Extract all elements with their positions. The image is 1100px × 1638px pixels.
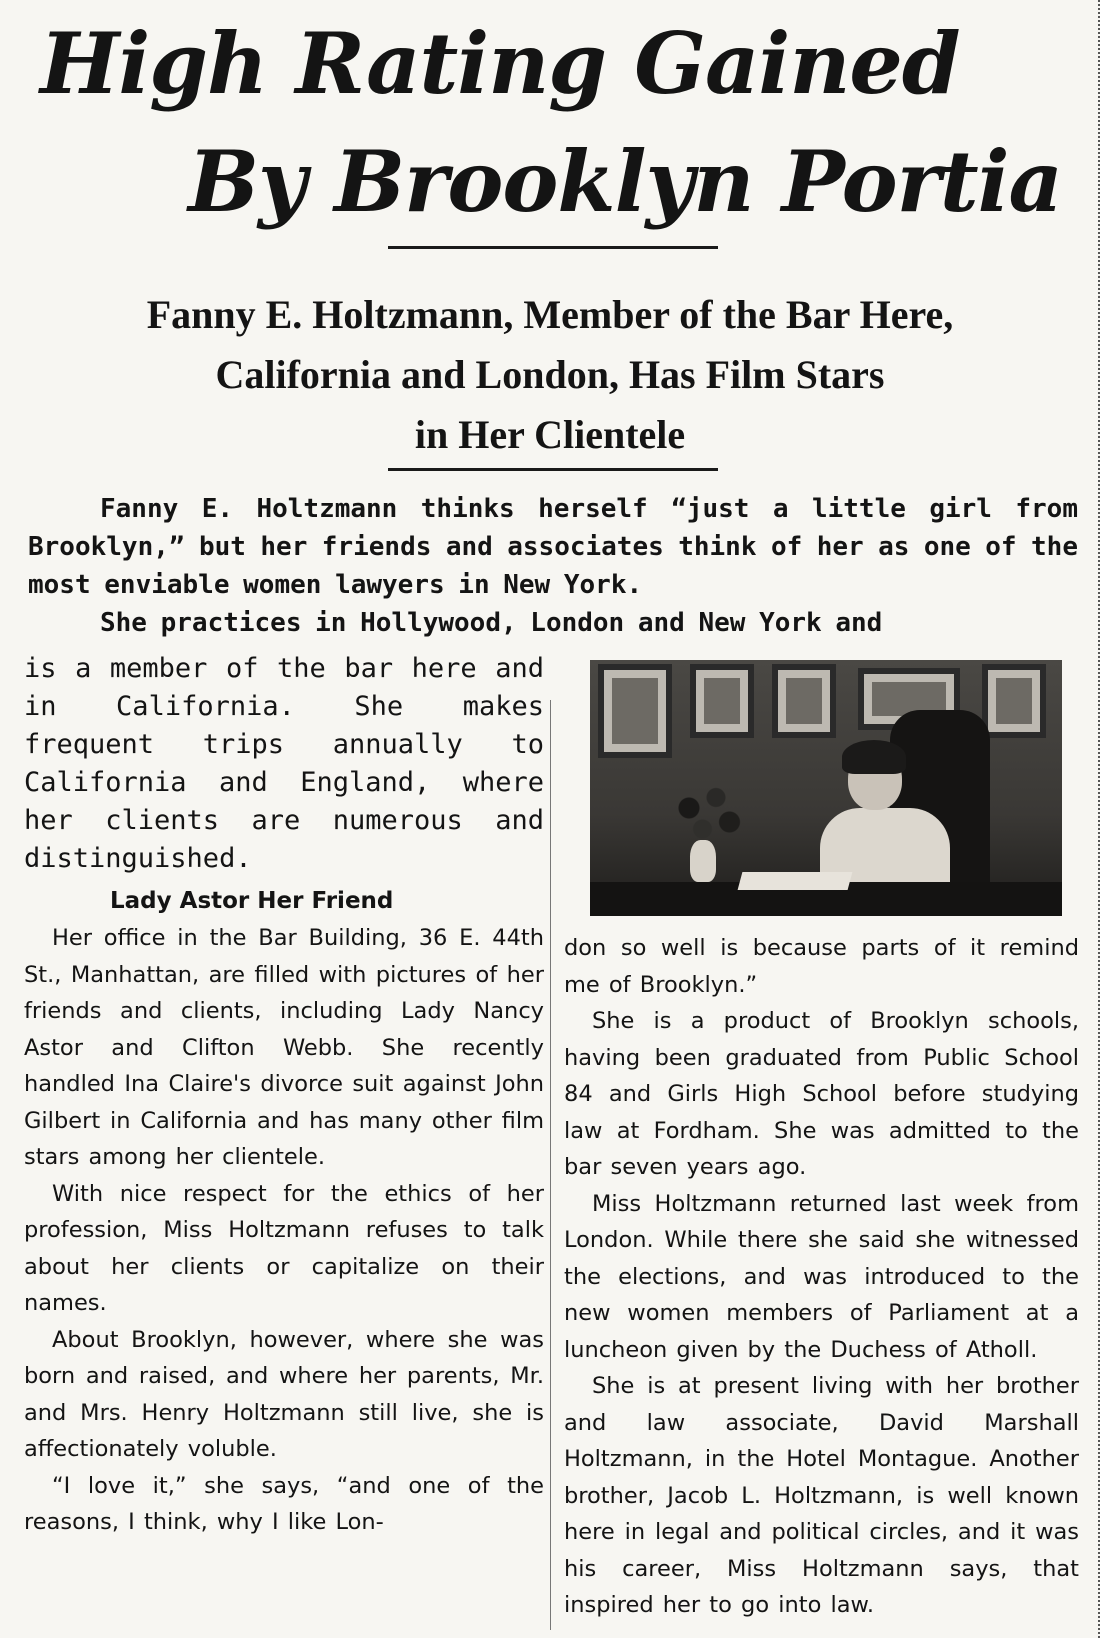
lead-paragraphs [28, 490, 1078, 642]
headline-rule [388, 246, 718, 249]
wall-frame [598, 664, 672, 758]
paragraph-office: Her office in the Bar Building, 36 E. 44th St., Manhattan, are filled with pictures of her friends and clients, including Lady Nancy Astor and Clifton Webb. She recently handled Ina Claire's divorce suit against John Gilbert in California and has many other film stars among her clientele. [24, 925, 544, 1170]
deck-line-3: in Her Clientele [414, 412, 686, 457]
paragraph-brooklyn: About Brooklyn, however, where she was born and raised, and where her parents, Mr. and Mrs. Henry Holtzmann still live, she is affectionately voluble. [24, 1326, 544, 1462]
lead-paragraph-1: Fanny E. Holtzmann thinks herself “just a little girl from Brooklyn,” but her friends and associates think of her as one of the most enviable women lawyers in New York. [28, 494, 1078, 600]
portrait-photo [590, 660, 1062, 916]
wall-frame [772, 664, 836, 738]
column-right [564, 930, 1079, 1624]
deck-rule [388, 468, 718, 471]
paragraph-family: She is at present living with her brother and law associate, David Marshall Holtzmann, in the Hotel Montague. Another brother, Jacob L. Holtzmann, is well known here in legal and political circles, and it was his career, Miss Holtzmann says, that inspired her to go into law. [564, 1373, 1079, 1618]
column-left-top [24, 650, 544, 878]
woman-hair [842, 740, 906, 774]
column-divider [550, 700, 551, 1630]
paragraph-quote: “I love it,” she says, “and one of the reasons, I think, why I like Lon- [24, 1472, 544, 1535]
vase [690, 840, 716, 882]
paragraph-bar-membership: is a member of the bar here and in California. She makes frequent trips annually to California and England, where her clients are numerous and distinguished. [24, 653, 544, 874]
paragraph-london: Miss Holtzmann returned last week from London. While there she said she witnessed the elections, and was introduced to the new women members of Parliament at a luncheon given by the Duchess of Atholl. [564, 1190, 1079, 1363]
wall-frame [690, 664, 754, 738]
paragraph-quote-continued: don so well is because parts of it remind me of Brooklyn.” [564, 935, 1079, 998]
column-left [24, 920, 544, 1541]
lead-paragraph-2: She practices in Hollywood, London and New York and [100, 608, 883, 638]
headline-line-1: High Rating Gained [40, 14, 960, 113]
deck-line-2: California and London, Has Film Stars [215, 352, 885, 397]
paragraph-schools: She is a product of Brooklyn schools, having been graduated from Public School 84 and Girls High School before studying law at Fordham. She was admitted to the bar seven years ago. [564, 1008, 1079, 1180]
headline-line-2: By Brooklyn Portia [188, 132, 1062, 231]
paragraph-ethics: With nice respect for the ethics of her profession, Miss Holtzmann refuses to talk about her clients or capitalize on their names. [24, 1180, 544, 1316]
deck-line-1: Fanny E. Holtzmann, Member of the Bar Here, [146, 292, 954, 337]
desk-papers [738, 872, 853, 890]
subheading-lady-astor: Lady Astor Her Friend [110, 888, 394, 914]
deck-headline [0, 285, 1100, 465]
wall-frame [982, 664, 1046, 738]
